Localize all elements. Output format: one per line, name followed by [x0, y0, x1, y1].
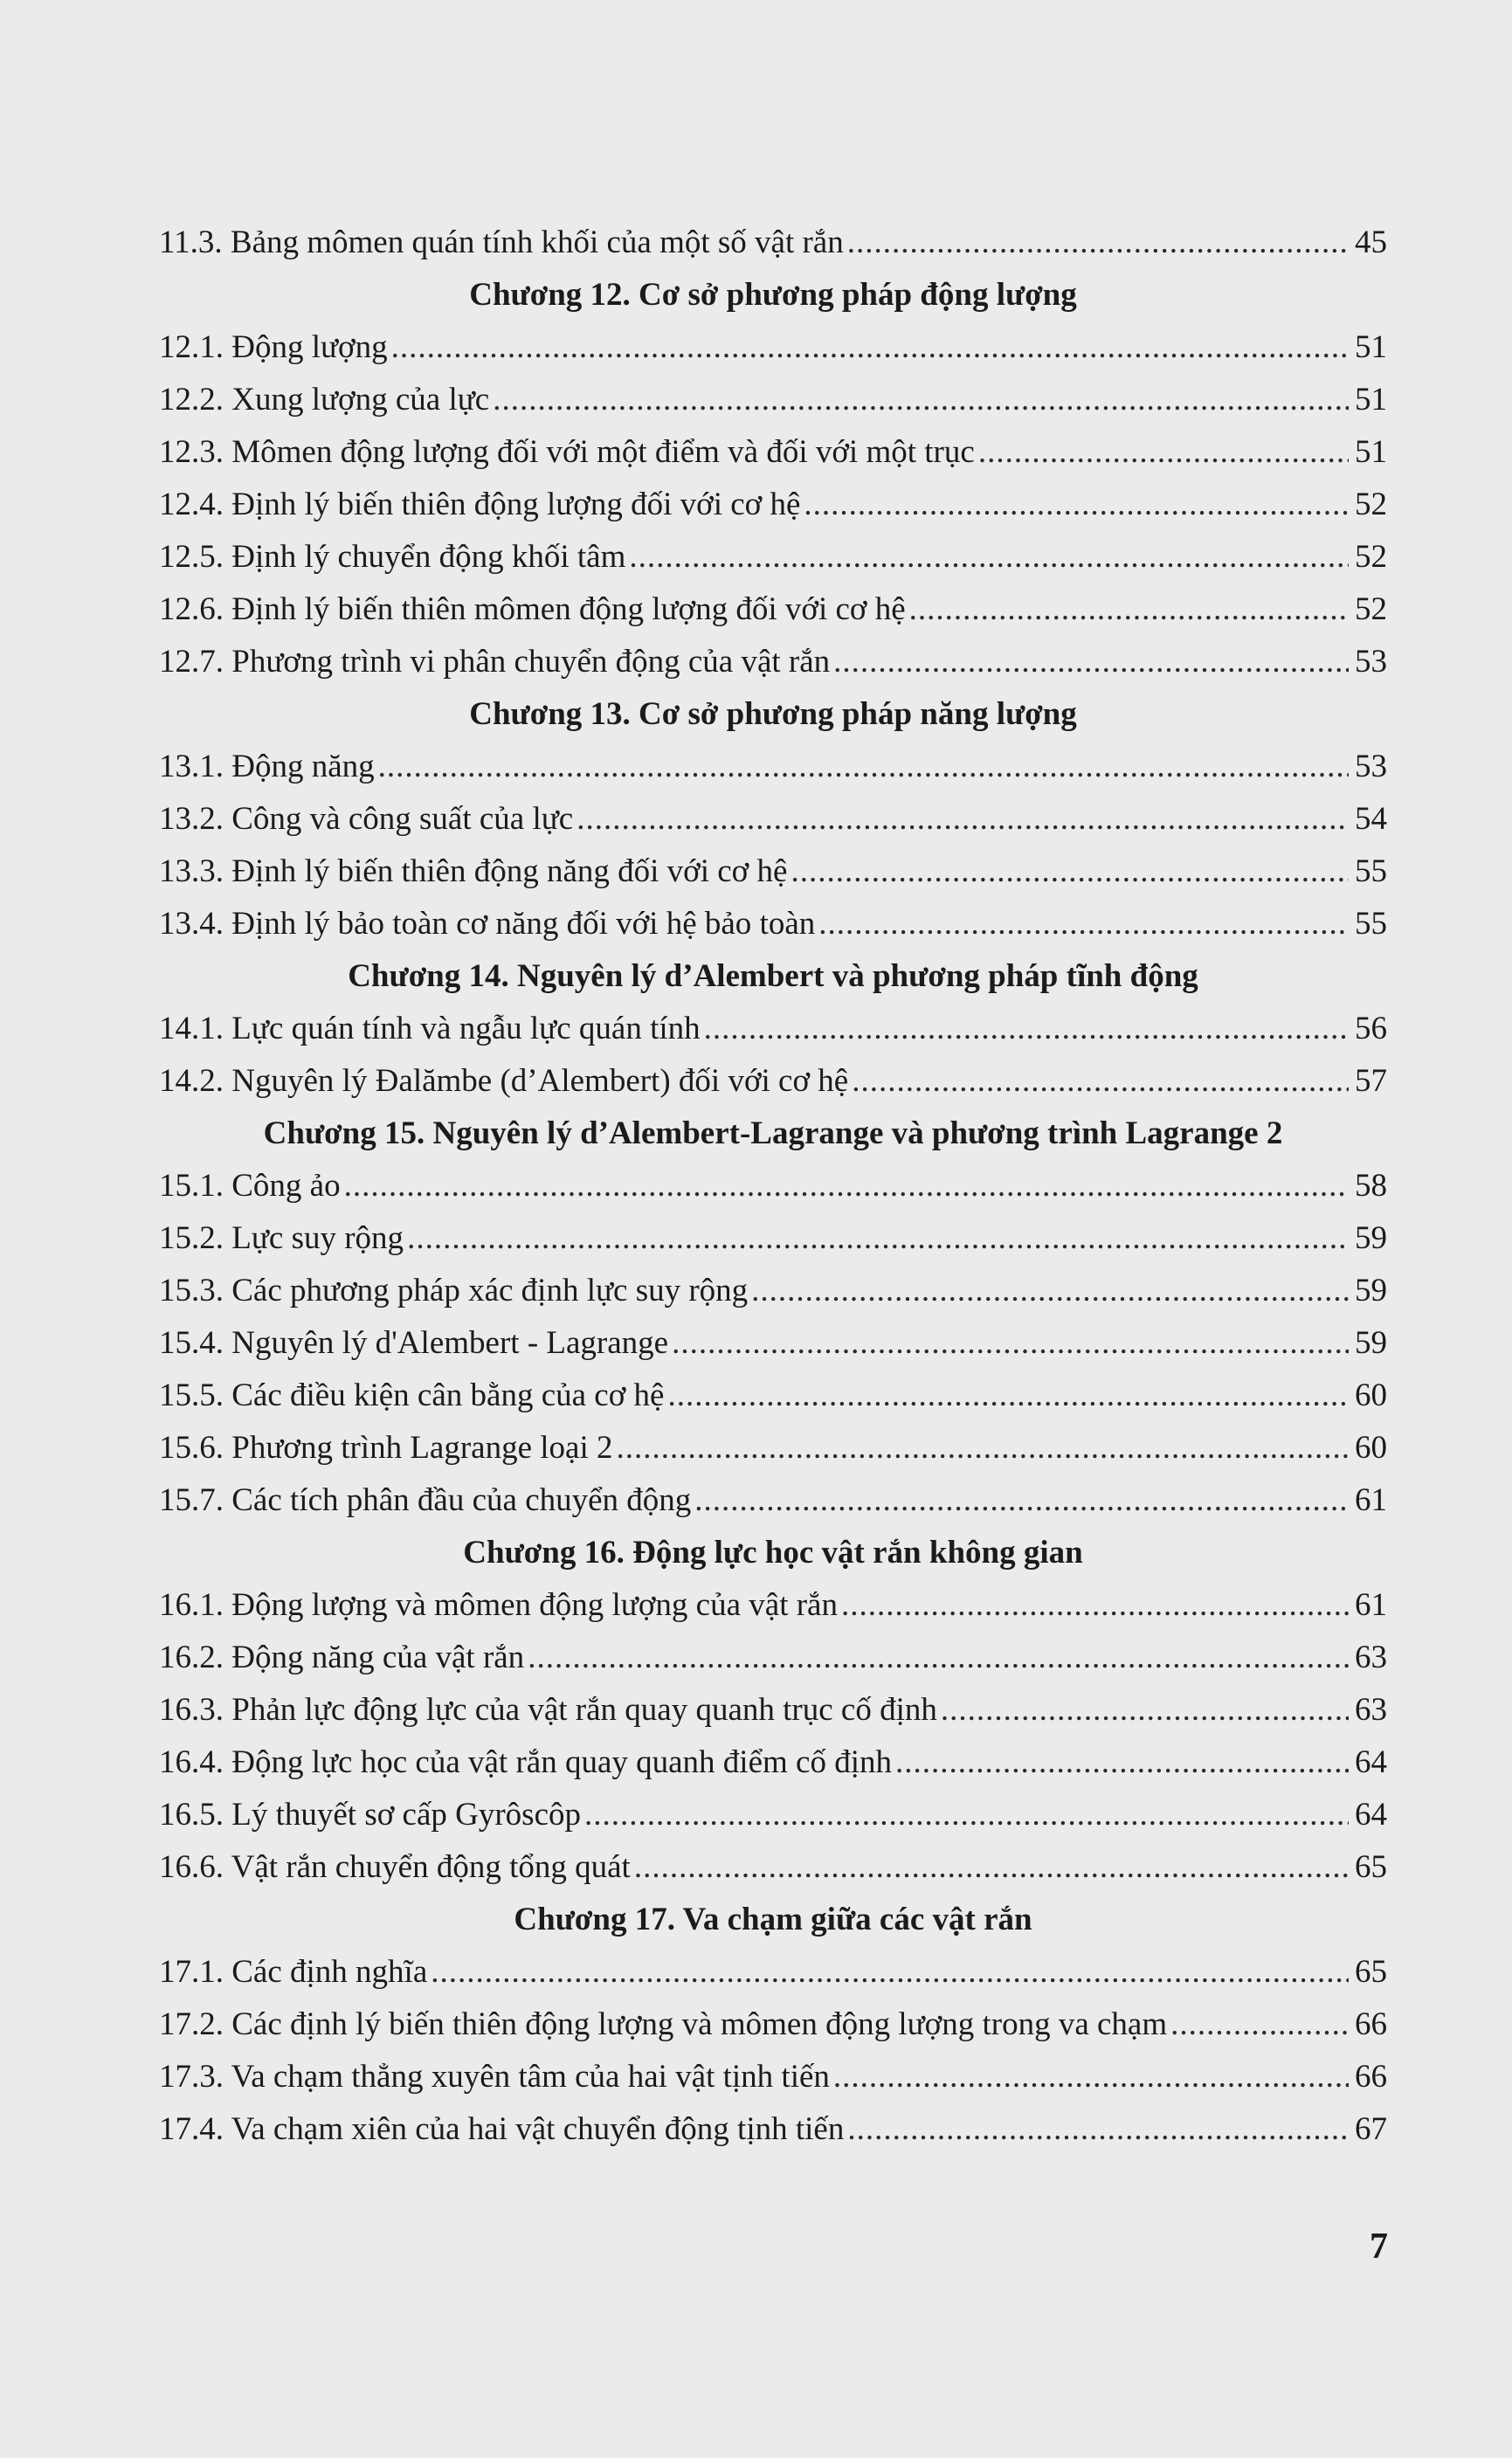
toc-page-number: 65	[1355, 1954, 1387, 1990]
toc-entry	[159, 1055, 1387, 1108]
toc-entry-title	[159, 1474, 691, 1527]
toc-entry	[159, 636, 1387, 688]
toc-page-number: 52	[1355, 591, 1387, 627]
dot-leader	[847, 217, 1349, 269]
section-title: Các tích phân đầu của chuyển động	[231, 1482, 692, 1518]
toc-page-number: 65	[1355, 1849, 1387, 1885]
toc-page-number: 56	[1355, 1011, 1387, 1046]
section-title: Các định lý biến thiên động lượng và mômen động lượng trong va chạm	[231, 2006, 1168, 2042]
toc-entry	[159, 217, 1387, 269]
dot-leader	[617, 1422, 1350, 1474]
section-title: Mômen động lượng đối với một điểm và đối với một trục	[231, 434, 975, 470]
section-number: 17.2.	[159, 2006, 224, 2042]
toc-entry-title	[159, 374, 489, 426]
toc-page-number: 51	[1355, 329, 1387, 365]
toc-page-number: 52	[1355, 487, 1387, 522]
chapter-heading: Chương 12. Cơ sở phương pháp động lượng	[469, 277, 1077, 313]
section-title: Định lý biến thiên động năng đối với cơ hệ	[231, 853, 788, 889]
toc-entry-title	[159, 1632, 524, 1684]
toc-entry-title	[159, 1370, 664, 1422]
chapter-heading: Chương 17. Va chạm giữa các vật rắn	[514, 1902, 1032, 1937]
section-number: 13.3.	[159, 853, 224, 889]
toc-entry	[159, 2103, 1387, 2156]
toc-entry	[159, 1212, 1387, 1265]
toc-entry-title	[159, 1579, 838, 1632]
section-title: Phương trình Lagrange loại 2	[231, 1430, 613, 1466]
toc-entry	[159, 479, 1387, 531]
section-number: 16.2.	[159, 1640, 224, 1675]
dot-leader	[629, 531, 1349, 583]
section-number: 12.5.	[159, 539, 224, 575]
dot-leader	[1170, 1999, 1349, 2051]
toc-entry	[159, 1160, 1387, 1212]
dot-leader	[391, 321, 1349, 374]
dot-leader	[694, 1474, 1349, 1527]
section-title: Phản lực động lực của vật rắn quay quanh trục cố định	[231, 1692, 937, 1728]
toc-entry-title	[159, 1946, 427, 1999]
section-number: 14.1.	[159, 1011, 224, 1046]
section-title: Lực suy rộng	[231, 1220, 404, 1256]
section-title: Va chạm xiên của hai vật chuyển động tịnh tiến	[231, 2111, 845, 2147]
dot-leader	[818, 898, 1349, 950]
dot-leader	[576, 793, 1349, 846]
dot-leader	[751, 1265, 1349, 1317]
toc-page-number: 45	[1355, 224, 1387, 260]
section-title: Các định nghĩa	[231, 1954, 428, 1990]
section-number: 15.3.	[159, 1273, 224, 1308]
chapter-heading: Chương 16. Động lực học vật rắn không gian	[463, 1535, 1083, 1571]
toc-entry-title	[159, 1317, 668, 1370]
section-number: 12.3.	[159, 434, 224, 470]
section-title: Lý thuyết sơ cấp Gyrôscôp	[231, 1797, 582, 1833]
toc-entry-title	[159, 1684, 937, 1736]
toc-entry	[159, 2051, 1387, 2103]
chapter-heading: Chương 13. Cơ sở phương pháp năng lượng	[469, 696, 1077, 732]
toc-entry	[159, 1789, 1387, 1841]
dot-leader	[833, 2051, 1349, 2103]
dot-leader	[431, 1946, 1349, 1999]
dot-leader	[941, 1684, 1349, 1736]
section-title: Lực quán tính và ngẫu lực quán tính	[231, 1011, 701, 1046]
toc-entry	[159, 1999, 1387, 2051]
toc-entry-title	[159, 793, 573, 846]
toc-page-number: 64	[1355, 1797, 1387, 1833]
toc-page-number: 64	[1355, 1744, 1387, 1780]
toc-entry	[159, 1317, 1387, 1370]
section-title: Định lý chuyển động khối tâm	[231, 539, 626, 575]
section-title: Định lý bảo toàn cơ năng đối với hệ bảo toàn	[231, 906, 816, 942]
toc-page-number: 53	[1355, 749, 1387, 784]
section-number: 16.5.	[159, 1797, 224, 1833]
section-title: Công và công suất của lực	[231, 801, 574, 837]
dot-leader	[407, 1212, 1349, 1265]
toc-entry	[159, 583, 1387, 636]
section-title: Động lượng và mômen động lượng của vật rắn	[231, 1587, 838, 1623]
toc-entry-title	[159, 321, 388, 374]
section-number: 16.4.	[159, 1744, 224, 1780]
table-of-contents	[159, 217, 1387, 2156]
toc-page-number: 53	[1355, 644, 1387, 680]
toc-page-number: 54	[1355, 801, 1387, 837]
section-number: 12.7.	[159, 644, 224, 680]
toc-entry	[159, 1579, 1387, 1632]
toc-page-number: 58	[1355, 1168, 1387, 1204]
toc-entry-title	[159, 2103, 844, 2156]
section-number: 12.2.	[159, 382, 224, 418]
toc-page-number: 60	[1355, 1377, 1387, 1413]
section-title: Công ảo	[231, 1168, 341, 1204]
toc-entry-title	[159, 217, 844, 269]
toc-entry-title	[159, 1789, 581, 1841]
section-number: 17.4.	[159, 2111, 224, 2147]
section-title: Va chạm thẳng xuyên tâm của hai vật tịnh tiến	[231, 2059, 830, 2095]
toc-page-number: 66	[1355, 2059, 1387, 2095]
toc-entry-title	[159, 583, 906, 636]
section-title: Định lý biến thiên mômen động lượng đối với cơ hệ	[231, 591, 906, 627]
section-title: Động lực học của vật rắn quay quanh điểm cố định	[231, 1744, 892, 1780]
toc-page-number: 55	[1355, 906, 1387, 942]
toc-page-number: 67	[1355, 2111, 1387, 2147]
section-number: 15.1.	[159, 1168, 224, 1204]
toc-entry	[159, 793, 1387, 846]
section-title: Các điều kiện cân bằng của cơ hệ	[231, 1377, 665, 1413]
toc-entry-title	[159, 1999, 1167, 2051]
toc-page-number: 59	[1355, 1273, 1387, 1308]
toc-entry	[159, 1946, 1387, 1999]
toc-entry-title	[159, 1841, 631, 1894]
dot-leader	[804, 479, 1349, 531]
dot-leader	[704, 1003, 1349, 1055]
dot-leader	[847, 2103, 1349, 2156]
toc-page-number: 51	[1355, 382, 1387, 418]
dot-leader	[978, 426, 1349, 479]
toc-page-number: 55	[1355, 853, 1387, 889]
toc-page-number: 61	[1355, 1482, 1387, 1518]
dot-leader	[528, 1632, 1349, 1684]
section-number: 15.4.	[159, 1325, 224, 1361]
dot-leader	[378, 741, 1349, 793]
section-number: 14.2.	[159, 1063, 224, 1099]
toc-entry-title	[159, 426, 975, 479]
section-number: 13.1.	[159, 749, 224, 784]
toc-entry	[159, 1736, 1387, 1789]
dot-leader	[584, 1789, 1349, 1841]
toc-entry	[159, 741, 1387, 793]
toc-entry	[159, 1684, 1387, 1736]
section-title: Phương trình vi phân chuyển động của vật rắn	[231, 644, 831, 680]
toc-entry	[159, 1632, 1387, 1684]
section-title: Định lý biến thiên động lượng đối với cơ hệ	[231, 487, 801, 522]
section-title: Động lượng	[231, 329, 388, 365]
section-number: 13.2.	[159, 801, 224, 837]
dot-leader	[493, 374, 1349, 426]
toc-entry-title	[159, 531, 625, 583]
toc-page-number: 51	[1355, 434, 1387, 470]
dot-leader	[841, 1579, 1349, 1632]
section-number: 15.2.	[159, 1220, 224, 1256]
toc-entry-title	[159, 479, 800, 531]
section-title: Các phương pháp xác định lực suy rộng	[231, 1273, 749, 1308]
section-number: 11.3.	[159, 224, 223, 260]
section-title: Xung lượng của lực	[231, 382, 490, 418]
dot-leader	[672, 1317, 1349, 1370]
chapter-heading: Chương 15. Nguyên lý d’Alembert-Lagrange và phương trình Lagrange 2	[263, 1115, 1283, 1151]
toc-entry-title	[159, 1003, 701, 1055]
toc-entry-title	[159, 1265, 748, 1317]
dot-leader	[909, 583, 1349, 636]
toc-page-number: 57	[1355, 1063, 1387, 1099]
toc-entry	[159, 1474, 1387, 1527]
section-number: 12.6.	[159, 591, 224, 627]
toc-entry	[159, 1841, 1387, 1894]
dot-leader	[667, 1370, 1349, 1422]
toc-page-number: 63	[1355, 1692, 1387, 1728]
section-number: 13.4.	[159, 906, 224, 942]
section-number: 15.6.	[159, 1430, 224, 1466]
section-number: 15.7.	[159, 1482, 224, 1518]
toc-entry	[159, 374, 1387, 426]
section-number: 12.1.	[159, 329, 224, 365]
toc-entry-title	[159, 898, 815, 950]
section-title: Nguyên lý d'Alembert - Lagrange	[231, 1325, 669, 1361]
section-title: Động năng của vật rắn	[231, 1640, 525, 1675]
toc-entry	[159, 846, 1387, 898]
dot-leader	[833, 636, 1349, 688]
toc-entry	[159, 531, 1387, 583]
chapter-heading: Chương 14. Nguyên lý d’Alembert và phương pháp tĩnh động	[348, 958, 1198, 994]
toc-entry-title	[159, 1422, 613, 1474]
toc-entry-title	[159, 1055, 848, 1108]
toc-page-number: 52	[1355, 539, 1387, 575]
toc-page-number: 61	[1355, 1587, 1387, 1623]
section-number: 16.6.	[159, 1849, 224, 1885]
dot-leader	[791, 846, 1349, 898]
toc-entry	[159, 1370, 1387, 1422]
toc-entry	[159, 898, 1387, 950]
section-title: Bảng mômen quán tính khối của một số vật rắn	[230, 224, 844, 260]
toc-entry-title	[159, 636, 830, 688]
section-number: 12.4.	[159, 487, 224, 522]
toc-entry-title	[159, 1160, 341, 1212]
page-number: 7	[1370, 2227, 1388, 2267]
toc-entry-title	[159, 846, 787, 898]
section-title: Vật rắn chuyển động tổng quát	[231, 1849, 631, 1885]
toc-entry	[159, 1422, 1387, 1474]
toc-page-number: 60	[1355, 1430, 1387, 1466]
section-title: Nguyên lý Đalămbe (d’Alembert) đối với cơ hệ	[231, 1063, 849, 1099]
section-number: 17.3.	[159, 2059, 224, 2095]
toc-entry-title	[159, 1736, 892, 1789]
toc-entry-title	[159, 2051, 830, 2103]
dot-leader	[895, 1736, 1349, 1789]
section-number: 15.5.	[159, 1377, 224, 1413]
toc-entry	[159, 321, 1387, 374]
section-number: 16.1.	[159, 1587, 224, 1623]
dot-leader	[634, 1841, 1349, 1894]
dot-leader	[344, 1160, 1349, 1212]
toc-page-number: 59	[1355, 1220, 1387, 1256]
section-number: 17.1.	[159, 1954, 224, 1990]
toc-entry-title	[159, 741, 375, 793]
dot-leader	[852, 1055, 1349, 1108]
toc-entry	[159, 1265, 1387, 1317]
toc-entry	[159, 426, 1387, 479]
section-title: Động năng	[231, 749, 375, 784]
toc-page-number: 66	[1355, 2006, 1387, 2042]
toc-page-number: 63	[1355, 1640, 1387, 1675]
section-number: 16.3.	[159, 1692, 224, 1728]
toc-page-number: 59	[1355, 1325, 1387, 1361]
toc-entry	[159, 1003, 1387, 1055]
toc-entry-title	[159, 1212, 404, 1265]
